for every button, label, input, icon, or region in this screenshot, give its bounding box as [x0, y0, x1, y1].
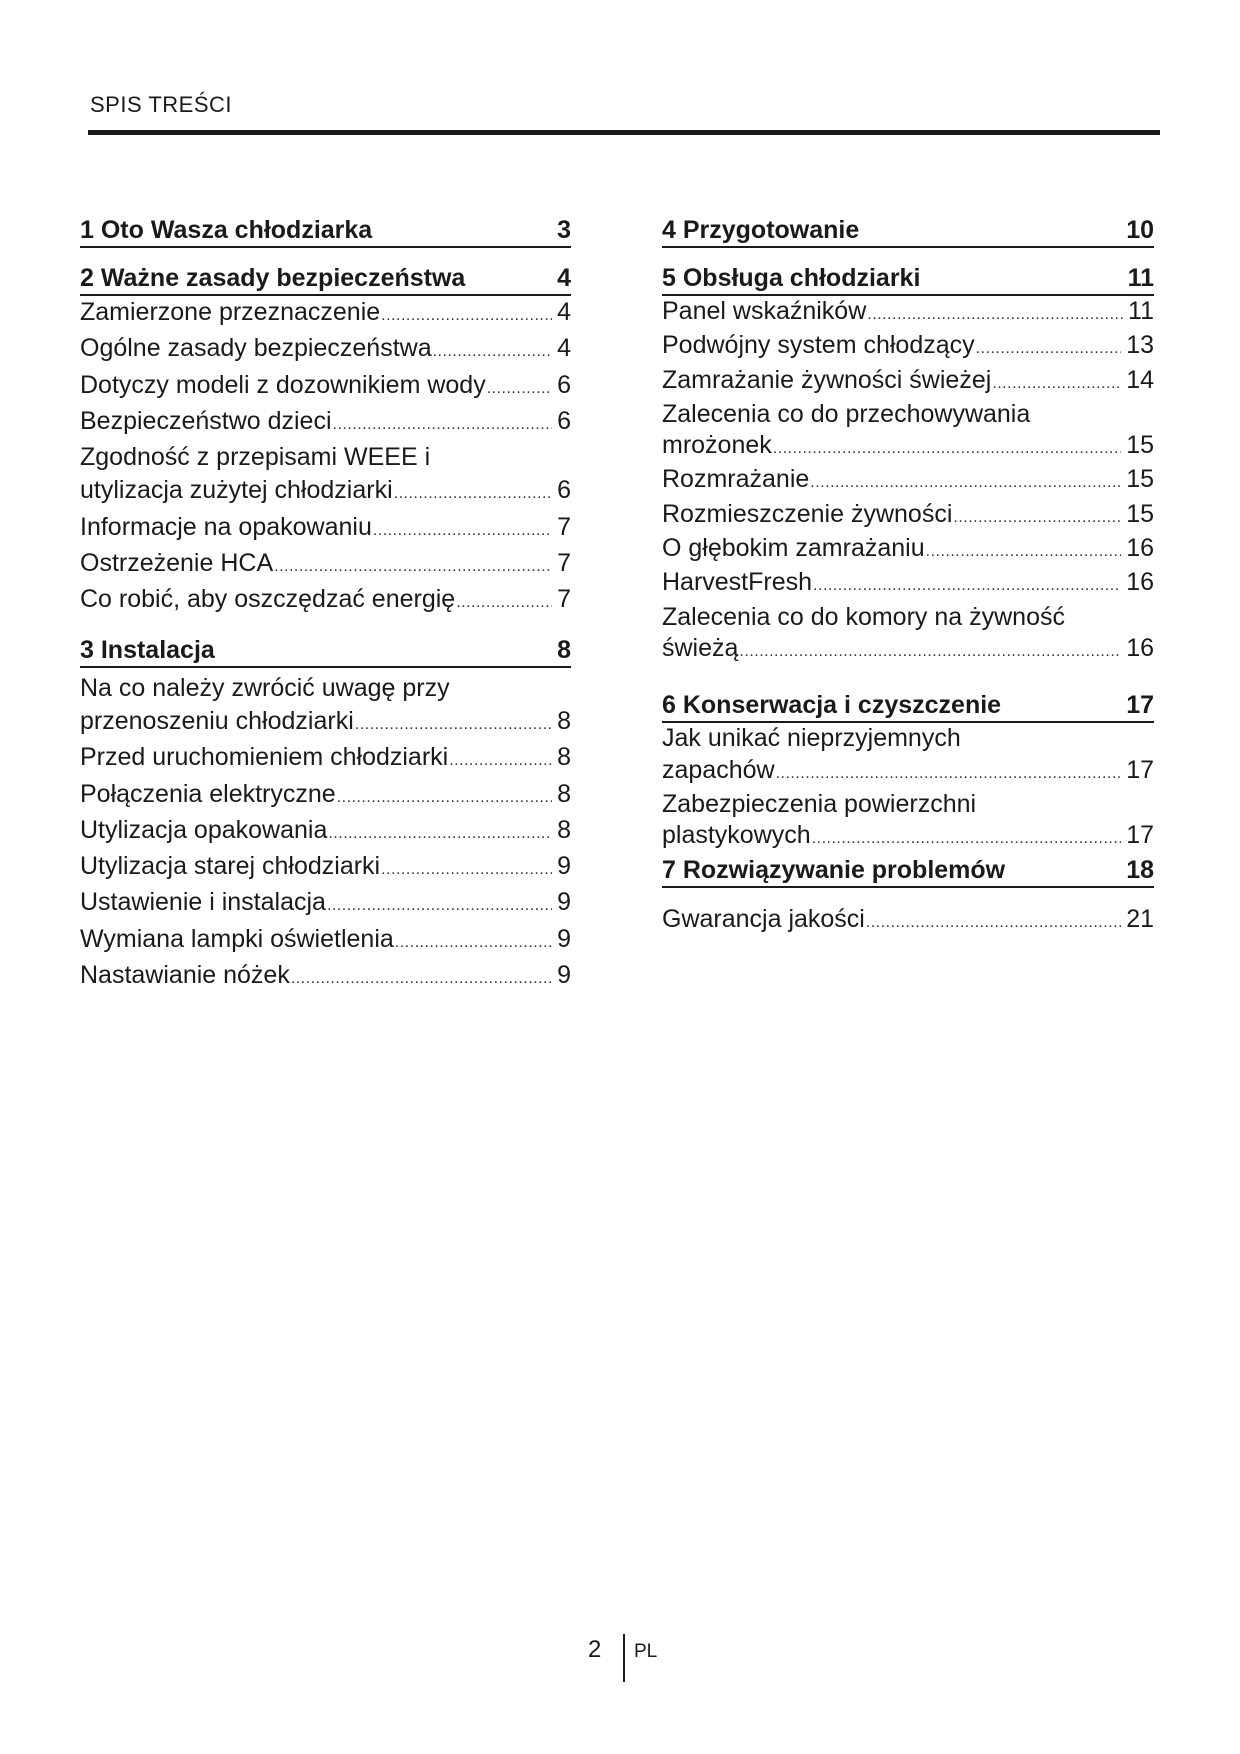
toc-leader-dots	[433, 335, 552, 368]
toc-entry-label: Utylizacja opakowania	[80, 815, 328, 844]
toc-leader-dots	[812, 823, 1122, 854]
toc-entry-page: 15	[1126, 465, 1154, 494]
toc-entry-label: Wymiana lampki oświetlenia	[80, 924, 394, 953]
toc-entry[interactable]	[80, 923, 571, 959]
toc-leader-dots	[867, 299, 1123, 330]
toc-leader-dots	[953, 502, 1121, 533]
toc-entry-label: Podwójny system chłodzący	[662, 331, 975, 360]
toc-leader-dots	[456, 586, 552, 619]
toc-entry[interactable]	[662, 430, 1154, 464]
toc-entry-page: 11	[1128, 297, 1154, 325]
toc-entry-page: 4	[557, 334, 571, 363]
toc-entry-page: 7	[557, 512, 571, 541]
footer-divider	[623, 1634, 625, 1682]
toc-entry-page: 21	[1126, 905, 1154, 934]
toc-entry[interactable]	[80, 405, 571, 441]
toc-entry[interactable]	[80, 959, 571, 995]
toc-entry[interactable]	[80, 511, 571, 547]
toc-leader-dots	[274, 550, 552, 583]
toc-entry[interactable]	[80, 705, 571, 741]
toc-entry-line1[interactable]: Zalecenia co do komory na żywność	[662, 602, 1065, 631]
toc-section-page: 8	[557, 635, 571, 664]
toc-leader-dots	[333, 408, 552, 441]
toc-leader-dots	[992, 368, 1121, 399]
toc-entry[interactable]	[662, 464, 1154, 498]
toc-entry[interactable]	[662, 633, 1154, 667]
toc-entry-line1[interactable]: Zgodność z przepisami WEEE i	[80, 443, 431, 472]
toc-leader-dots	[487, 372, 552, 405]
toc-leader-dots	[373, 514, 552, 547]
toc-entry-page: 8	[557, 815, 571, 844]
toc-entry-label: Gwarancja jakości	[662, 905, 865, 934]
toc-leader-dots	[337, 781, 552, 814]
toc-section-5[interactable]	[662, 262, 1154, 296]
toc-entry-page: 9	[557, 888, 571, 917]
toc-left-column	[80, 214, 571, 995]
toc-entry[interactable]	[662, 904, 1154, 938]
toc-entry[interactable]	[80, 778, 571, 814]
toc-entry-label: Zamierzone przeznaczenie	[80, 298, 381, 326]
toc-leader-dots	[810, 467, 1121, 498]
toc-entry[interactable]	[662, 755, 1154, 789]
toc-entry-label: Zamrażanie żywności świeżej	[662, 365, 992, 394]
toc-entry-page: 8	[557, 779, 571, 808]
toc-entry-label: Ustawienie i instalacja	[80, 888, 326, 917]
toc-entry-page: 15	[1126, 499, 1154, 528]
toc-entry[interactable]	[662, 820, 1154, 854]
toc-entry-page: 15	[1126, 431, 1154, 460]
toc-entry-label: Informacje na opakowaniu	[80, 512, 372, 541]
toc-entry[interactable]	[662, 296, 1154, 330]
toc-leader-dots	[381, 299, 552, 332]
toc-section-3[interactable]	[80, 634, 571, 668]
toc-leader-dots	[739, 636, 1121, 667]
toc-entry-line1[interactable]: Zabezpieczenia powierzchni	[662, 789, 977, 818]
toc-section-page: 11	[1127, 264, 1154, 292]
toc-leader-dots	[394, 477, 552, 510]
toc-entry-label: zapachów	[662, 755, 775, 784]
toc-section-label: 5 Obsługa chłodziarki	[662, 264, 921, 292]
toc-section-page: 18	[1126, 856, 1154, 885]
toc-entry-label: plastykowych	[662, 821, 811, 850]
toc-section-label: 1 Oto Wasza chłodziarka	[80, 216, 373, 244]
toc-leader-dots	[395, 926, 552, 959]
toc-entry[interactable]	[80, 474, 571, 510]
toc-section-4[interactable]	[662, 214, 1154, 248]
toc-entry-page: 6	[557, 370, 571, 399]
toc-entry-line1[interactable]: Na co należy zwrócić uwagę przy	[80, 673, 450, 702]
toc-entry[interactable]	[80, 741, 571, 777]
toc-entry-label: Rozmieszczenie żywności	[662, 499, 953, 528]
language-code: PL	[634, 1641, 658, 1662]
toc-section-label: 4 Przygotowanie	[662, 216, 860, 244]
toc-leader-dots	[381, 853, 552, 886]
toc-entry[interactable]	[80, 886, 571, 922]
toc-entry-page: 13	[1126, 331, 1154, 360]
toc-entry-label: Panel wskaźników	[662, 297, 867, 325]
toc-entry-page: 16	[1126, 568, 1154, 597]
toc-entry[interactable]	[662, 533, 1154, 567]
toc-section-2[interactable]	[80, 262, 571, 296]
toc-leader-dots	[866, 907, 1121, 938]
toc-section-label: 2 Ważne zasady bezpieczeństwa	[80, 264, 466, 292]
toc-section-1[interactable]	[80, 214, 571, 248]
toc-section-page: 4	[557, 264, 571, 292]
toc-entry-page: 4	[557, 298, 571, 326]
toc-section-label: 3 Instalacja	[80, 635, 215, 664]
toc-entry[interactable]	[80, 583, 571, 619]
toc-entry-page: 17	[1126, 821, 1154, 850]
toc-leader-dots	[291, 962, 552, 995]
toc-entry[interactable]	[80, 332, 571, 368]
toc-entry-label: O głębokim zamrażaniu	[662, 534, 925, 563]
toc-entry-label: Rozmrażanie	[662, 465, 810, 494]
toc-leader-dots	[926, 536, 1122, 567]
toc-entry-label: Co robić, aby oszczędzać energię	[80, 585, 456, 614]
toc-entry-page: 6	[557, 406, 571, 435]
toc-right-column	[662, 214, 1154, 939]
toc-section-7[interactable]	[662, 854, 1154, 888]
toc-entry-page: 9	[557, 924, 571, 953]
toc-leader-dots	[813, 570, 1121, 601]
toc-section-label: 6 Konserwacja i czyszczenie	[662, 691, 1002, 720]
toc-entry[interactable]	[662, 499, 1154, 533]
toc-entry-label: Bezpieczeństwo dzieci	[80, 406, 332, 435]
toc-entry-label: Przed uruchomieniem chłodziarki	[80, 743, 449, 772]
toc-entry[interactable]	[80, 547, 571, 583]
toc-entry-page: 16	[1126, 534, 1154, 563]
toc-leader-dots	[976, 333, 1122, 364]
toc-entry-label: Dotyczy modeli z dozownikiem wody	[80, 370, 486, 399]
header-rule	[88, 130, 1160, 135]
toc-entry-page: 8	[557, 706, 571, 735]
toc-section-label: 7 Rozwiązywanie problemów	[662, 856, 1006, 885]
toc-entry[interactable]	[80, 814, 571, 850]
toc-entry[interactable]	[80, 850, 571, 886]
toc-entry-label: świeżą	[662, 633, 739, 662]
toc-entry[interactable]	[662, 330, 1154, 364]
toc-leader-dots	[449, 744, 552, 777]
toc-entry-label: Ostrzeżenie HCA	[80, 549, 274, 578]
toc-entry-label: Utylizacja starej chłodziarki	[80, 852, 381, 881]
toc-entry-page: 9	[557, 961, 571, 990]
toc-entry-line1[interactable]: Jak unikać nieprzyjemnych	[662, 724, 961, 753]
toc-section-page: 3	[557, 216, 571, 244]
toc-leader-dots	[773, 433, 1121, 464]
toc-entry-line1[interactable]: Zalecenia co do przechowywania	[662, 399, 1031, 428]
toc-leader-dots	[355, 708, 552, 741]
toc-section-6[interactable]	[662, 689, 1154, 723]
toc-entry-label: Połączenia elektryczne	[80, 779, 336, 808]
toc-entry-page: 7	[557, 585, 571, 614]
toc-entry[interactable]	[662, 365, 1154, 399]
page-header-title: SPIS TREŚCI	[90, 92, 233, 117]
toc-entry[interactable]	[80, 369, 571, 405]
toc-entry-label: mrożonek	[662, 431, 772, 460]
toc-leader-dots	[327, 889, 552, 922]
toc-entry-page: 9	[557, 852, 571, 881]
toc-entry-page: 16	[1126, 633, 1154, 662]
toc-entry-label: Ogólne zasady bezpieczeństwa	[80, 334, 432, 363]
toc-entry-label: Nastawianie nóżek	[80, 961, 290, 990]
toc-entry-label: przenoszeniu chłodziarki	[80, 706, 354, 735]
toc-section-page: 10	[1126, 216, 1154, 244]
toc-entry[interactable]	[662, 567, 1154, 601]
toc-section-page: 17	[1126, 691, 1154, 720]
page-number: 2	[588, 1636, 602, 1663]
toc-leader-dots	[776, 758, 1122, 789]
toc-entry-label: utylizacja zużytej chłodziarki	[80, 476, 393, 505]
toc-entry[interactable]	[80, 296, 571, 332]
toc-leader-dots	[328, 817, 552, 850]
toc-entry-page: 6	[557, 476, 571, 505]
toc-entry-page: 8	[557, 743, 571, 772]
toc-entry-label: HarvestFresh	[662, 568, 813, 597]
toc-entry-page: 7	[557, 549, 571, 578]
toc-entry-page: 14	[1126, 365, 1154, 394]
toc-entry-page: 17	[1126, 755, 1154, 784]
